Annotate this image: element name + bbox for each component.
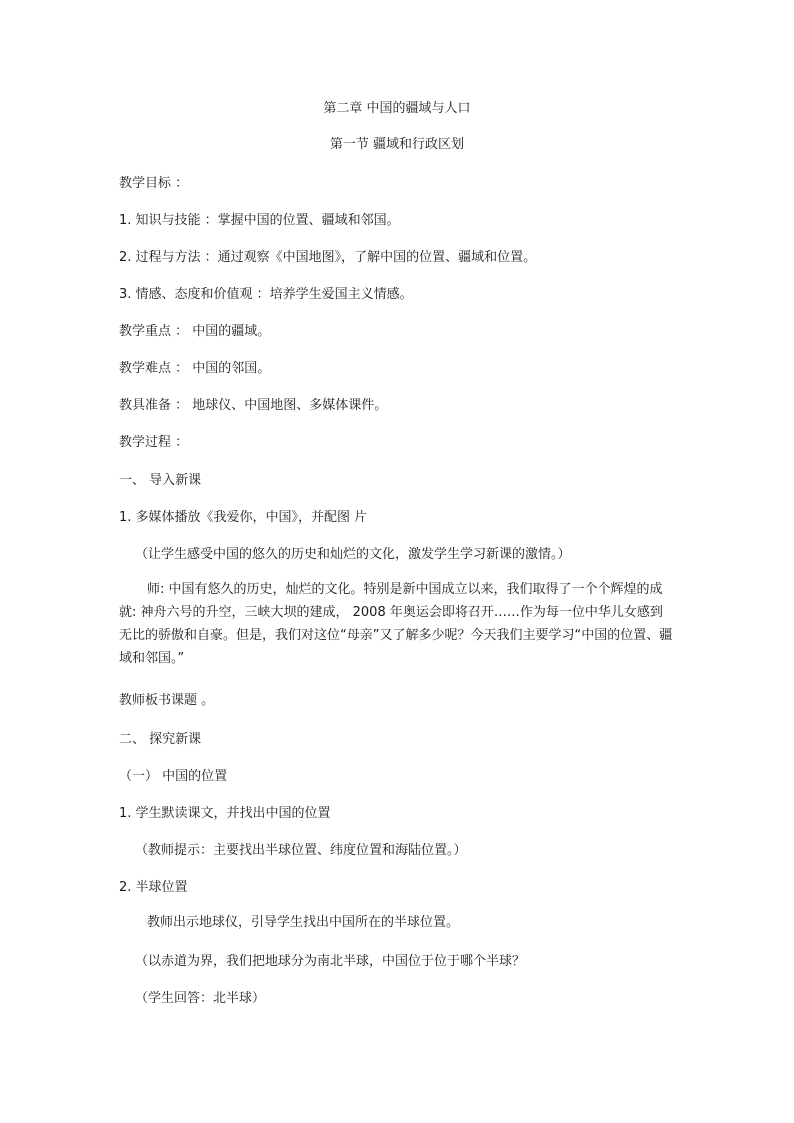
objective-1: 1. 知识与技能 ：掌握中国的位置、疆域和邻国。 xyxy=(119,213,400,228)
answer: （学生回答：北半球） xyxy=(135,991,266,1006)
step-2: 1. 学生默读课文，并找出中国的位置 xyxy=(119,806,331,821)
note-1: （让学生感受中国的悠久的历史和灿烂的文化，激发学生学习新课的激情。） xyxy=(135,547,571,562)
key-point: 教学重点 ： 中国的疆域。 xyxy=(119,324,271,339)
teacher-speech: 师: 中国有悠久的历史，灿烂的文化。特别是新中国成立以来，我们取得了一个个辉煌的成就: 神舟六号的升空，三峡大坝的建成， 2008 年奥运会即将召开……作为每一位中华儿女感到无比的骄傲和自豪。但是，我们对这位“母亲”又了解多少呢？今天我们主要学习“中国的位置、疆域和邻国。” xyxy=(119,582,673,666)
teaching-aids: 教具准备 ： 地球仪、中国地图、多媒体课件。 xyxy=(119,398,388,413)
part-2-heading: 二、 探究新课 xyxy=(119,732,202,747)
globe-line: 教师出示地球仪，引导学生找出中国所在的半球位置。 xyxy=(147,915,460,930)
chapter-title: 第二章 中国的疆域与人口 xyxy=(323,101,471,116)
objective-3: 3. 情感、态度和价值观 ：培养学生爱国主义情感。 xyxy=(119,287,413,302)
sub-1-heading: （一） 中国的位置 xyxy=(119,769,228,784)
objectives-heading: 教学目标 ： xyxy=(119,176,189,191)
note-2: （教师提示：主要找出半球位置、纬度位置和海陆位置。） xyxy=(135,843,467,858)
question: （以赤道为界，我们把地球分为南北半球，中国位于位于哪个半球？ xyxy=(135,954,526,969)
step-1: 1. 多媒体播放《我爱你，中国》，并配图 片 xyxy=(119,510,368,525)
process-heading: 教学过程 ： xyxy=(119,435,189,450)
step-3: 2. 半球位置 xyxy=(119,880,188,895)
difficult-point: 教学难点 ： 中国的邻国。 xyxy=(119,361,271,376)
section-title: 第一节 疆域和行政区划 xyxy=(329,137,465,152)
objective-2: 2. 过程与方法 ：通过观察《中国地图》，了解中国的位置、疆域和位置。 xyxy=(119,250,537,265)
board-title: 教师板书课题 。 xyxy=(119,693,215,708)
part-1-heading: 一、 导入新课 xyxy=(119,473,202,488)
